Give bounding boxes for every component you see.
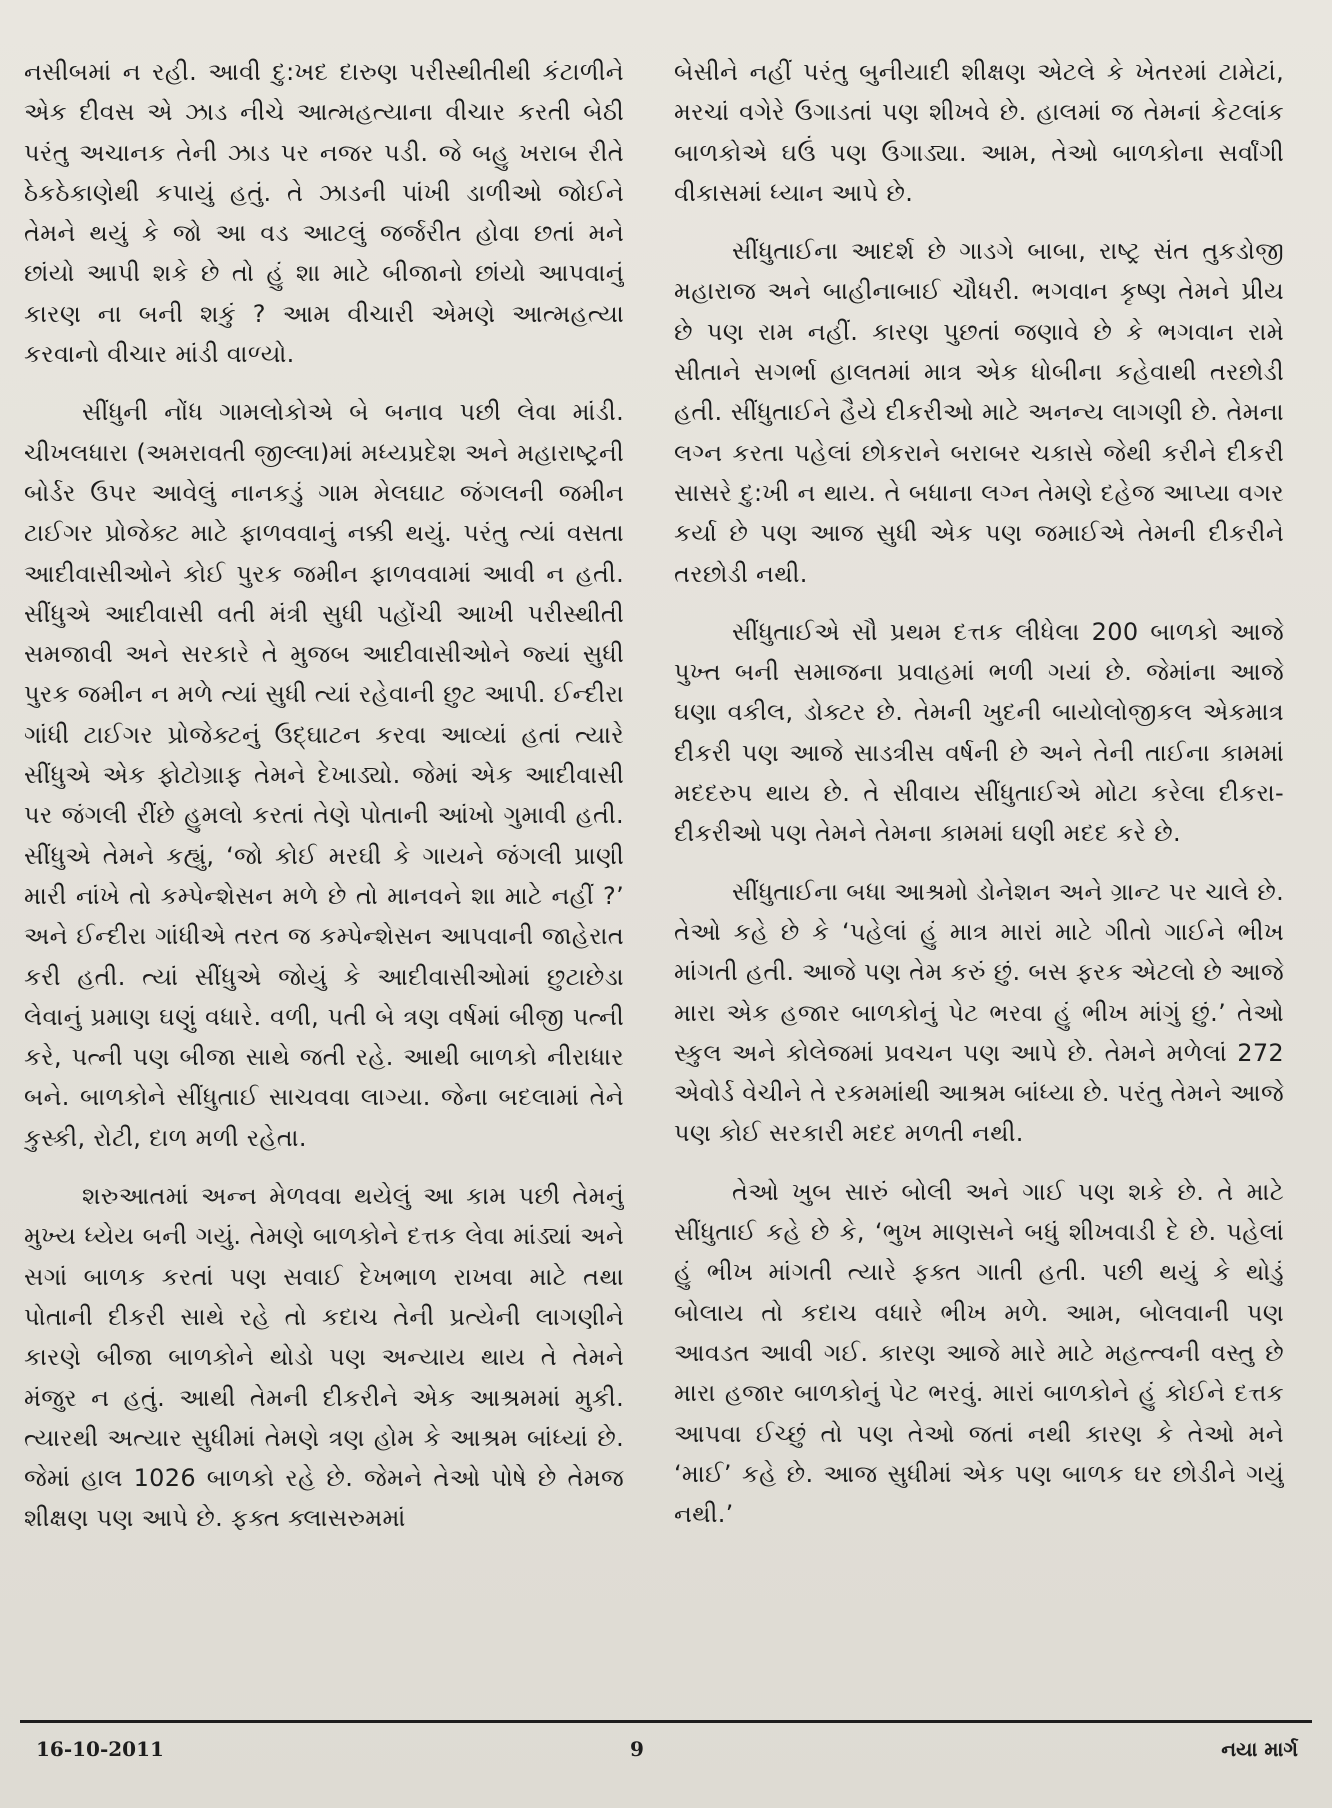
- page-number: 9: [630, 1737, 644, 1761]
- paragraph: બેસીને નહીં પરંતુ બુનીયાદી શીક્ષણ એટલે કે ખેતરમાં ટામેટાં, મરચાં વગેરે ઉગાડતાં પણ શીખવે છે. હાલમાં જ તેમનાં કેટલાંક બાળકોએ ઘઉં પણ ઉગાડ્યા. આમ, તેઓ બાળકોના સર્વાંગી વીકાસમાં ધ્યાન આપે છે.: [674, 58, 1284, 207]
- paragraph: સીંધુતાઈના આદર્શ છે ગાડગે બાબા, રાષ્ટ્ર સંત તુકડોજી મહારાજ અને બાહીનાબાઈ ચૌધરી. ભગવાન કૃષ્ણ તેમને પ્રીય છે પણ રામ નહીં. કારણ પુછતાં જણાવે છે કે ભગવાન રામે સીતાને સગર્ભા હાલતમાં માત્ર એક ધોબીના કહેવાથી તરછોડી હતી. સીંધુતાઈને હૈયે દીકરીઓ માટે અનન્ય લાગણી છે. તેમના લગ્ન કરતા પહેલાં છોકરાને બરાબર ચકાસે જેથી કરીને દીકરી સાસરે દુ:ખી ન થાય. તે બધાના લગ્ન તેમણે દહેજ આપ્યા વગર કર્યા છે પણ આજ સુધી એક પણ જમાઈએ તેમની દીકરીને તરછોડી નથી.: [674, 237, 1284, 588]
- paragraph: નસીબમાં ન રહી. આવી દુ:ખદ દારુણ પરીસ્થીતીથી કંટાળીને એક દીવસ એ ઝાડ નીચે આત્મહત્યાના વીચાર કરતી બેઠી પરંતુ અચાનક તેની ઝાડ પર નજર પડી. જે બહુ ખરાબ રીતે ઠેકઠેકાણેથી કપાયું હતું. તે ઝાડની પાંખી ડાળીઓ જોઈને તેમને થયું કે જો આ વડ આટલું જર્જરીત હોવા છતાં મને છાંયો આપી શકે છે તો હું શા માટે બીજાનો છાંયો આપવાનું કારણ ના બની શકું ? આમ વીચારી એમણે આત્મહત્યા કરવાનો વીચાર માંડી વાળ્યો.: [24, 58, 624, 369]
- paragraph: શરુઆતમાં અન્ન મેળવવા થયેલું આ કામ પછી તેમનું મુખ્ય ધ્યેય બની ગયું. તેમણે બાળકોને દત્તક લેવા માંડ્યાં અને સગાં બાળક કરતાં પણ સવાઈ દેખભાળ રાખવા માટે તથા પોતાની દીકરી સાથે રહે તો કદાચ તેની પ્રત્યેની લાગણીને કારણે બીજા બાળકોને થોડો પણ અન્યાય થાય તે તેમને મંજુર ન હતું. આથી તેમની દીકરીને એક આશ્રમમાં મુકી. ત્યારથી અત્યાર સુધીમાં તેમણે ત્રણ હોમ કે આશ્રમ બાંધ્યાં છે. જેમાં હાલ 1026 બાળકો રહે છે. જેમને તેઓ પોષે છે તેમજ શીક્ષણ પણ આપે છે. ફક્ત ક્લાસરુમમાં: [24, 1182, 624, 1533]
- paragraph: સીંધુની નોંધ ગામલોકોએ બે બનાવ પછી લેવા માંડી. ચીખલધારા (અમરાવતી જીલ્લા)માં મધ્યપ્રદેશ અને મહારાષ્ટ્રની બોર્ડર ઉપર આવેલું નાનકડું ગામ મેલઘાટ જંગલની જમીન ટાઈગર પ્રોજેક્ટ માટે ફાળવવાનું નક્કી થયું. પરંતુ ત્યાં વસતા આદીવાસીઓને કોઈ પુરક જમીન ફાળવવામાં આવી ન હતી. સીંધુએ આદીવાસી વતી મંત્રી સુધી પહોંચી આખી પરીસ્થીતી સમજાવી અને સરકારે તે મુજબ આદીવાસીઓને જ્યાં સુધી પુરક જમીન ન મળે ત્યાં સુધી ત્યાં રહેવાની છુટ આપી. ઈન્દીરા ગાંધી ટાઈગર પ્રોજેક્ટનું ઉદ્ઘાટન કરવા આવ્યાં હતાં ત્યારે સીંધુએ એક ફોટોગ્રાફ તેમને દેખાડ્યો. જેમાં એક આદીવાસી પર જંગલી રીંછે હુમલો કરતાં તેણે પોતાની આંખો ગુમાવી હતી. સીંધુએ તેમને કહ્યું, ‘જો કોઈ મરઘી કે ગાયને જંગલી પ્રાણી મારી નાંખે તો કમ્પેન્શેસન મળે છે તો માનવને શા માટે નહીં ?’ અને ઈન્દીરા ગાંધીએ તરત જ કમ્પેન્શેસન આપવાની જાહેરાત કરી હતી. ત્યાં સીંધુએ જોયું કે આદીવાસીઓમાં છુટાછેડા લેવાનું પ્રમાણ ઘણું વધારે. વળી, પતી બે ત્રણ વર્ષમાં બીજી પત્ની કરે, પત્ની પણ બીજા સાથે જતી રહે. આથી બાળકો નીરાધાર બને. બાળકોને સીંધુતાઈ સાચવવા લાગ્યા. જેના બદલામાં તેને કુસ્કી, રોટી, દાળ મળી રહેતા.: [24, 398, 624, 1152]
- paragraph: તેઓ ખુબ સારું બોલી અને ગાઈ પણ શકે છે. તે માટે સીંધુતાઈ કહે છે કે, ‘ભુખ માણસને બધું શીખવાડી દે છે. પહેલાં હું ભીખ માંગતી ત્યારે ફક્ત ગાતી હતી. પછી થયું કે થોડું બોલાય તો કદાચ વધારે ભીખ મળે. આમ, બોલવાની પણ આવડત આવી ગઈ. કારણ આજે મારે માટે મહત્ત્વની વસ્તુ છે મારા હજાર બાળકોનું પેટ ભરવું. મારાં બાળકોને હું કોઈને દત્તક આપવા ઈચ્છું તો પણ તેઓ જતાં નથી કારણ કે તેઓ મને ‘માઈ’ કહે છે. આજ સુધીમાં એક પણ બાળક ઘર છોડીને ગયું નથી.’: [674, 1177, 1284, 1529]
- article-columns: [24, 52, 1284, 1682]
- footer-divider: [20, 1720, 1312, 1723]
- page-footer: [20, 1737, 1312, 1777]
- paragraph: સીંધુતાઈએ સૌ પ્રથમ દત્તક લીધેલા 200 બાળકો આજે પુખ્ત બની સમાજના પ્રવાહમાં ભળી ગયાં છે. જેમાંના આજે ઘણા વકીલ, ડોક્ટર છે. તેમની ખુદની બાયોલોજીકલ એકમાત્ર દીકરી પણ આજે સાડત્રીસ વર્ષની છે અને તેની તાઈના કામમાં મદદરુપ થાય છે. તે સીવાય સીંધુતાઈએ મોટા કરેલા દીકરા-દીકરીઓ પણ તેમને તેમના કામમાં ઘણી મદદ કરે છે.: [674, 617, 1284, 848]
- left-column: [24, 52, 624, 1682]
- paragraph: સીંધુતાઈના બધા આશ્રમો ડોનેશન અને ગ્રાન્ટ પર ચાલે છે. તેઓ કહે છે કે ‘પહેલાં હું માત્ર મારાં માટે ગીતો ગાઈને ભીખ માંગતી હતી. આજે પણ તેમ કરું છું. બસ ફરક એટલો છે આજે મારા એક હજાર બાળકોનું પેટ ભરવા હું ભીખ માંગું છું.’ તેઓ સ્કુલ અને કોલેજમાં પ્રવચન પણ આપે છે. તેમને મળેલાં 272 એવોર્ડ વેચીને તે રકમમાંથી આશ્રમ બાંધ્યા છે. પરંતુ તેમને આજે પણ કોઈ સરકારી મદદ મળતી નથી.: [674, 877, 1284, 1148]
- magazine-name: નયા માર્ગ: [1221, 1737, 1298, 1761]
- footer-date: 16-10-2011: [36, 1737, 164, 1761]
- right-column: [674, 52, 1284, 1682]
